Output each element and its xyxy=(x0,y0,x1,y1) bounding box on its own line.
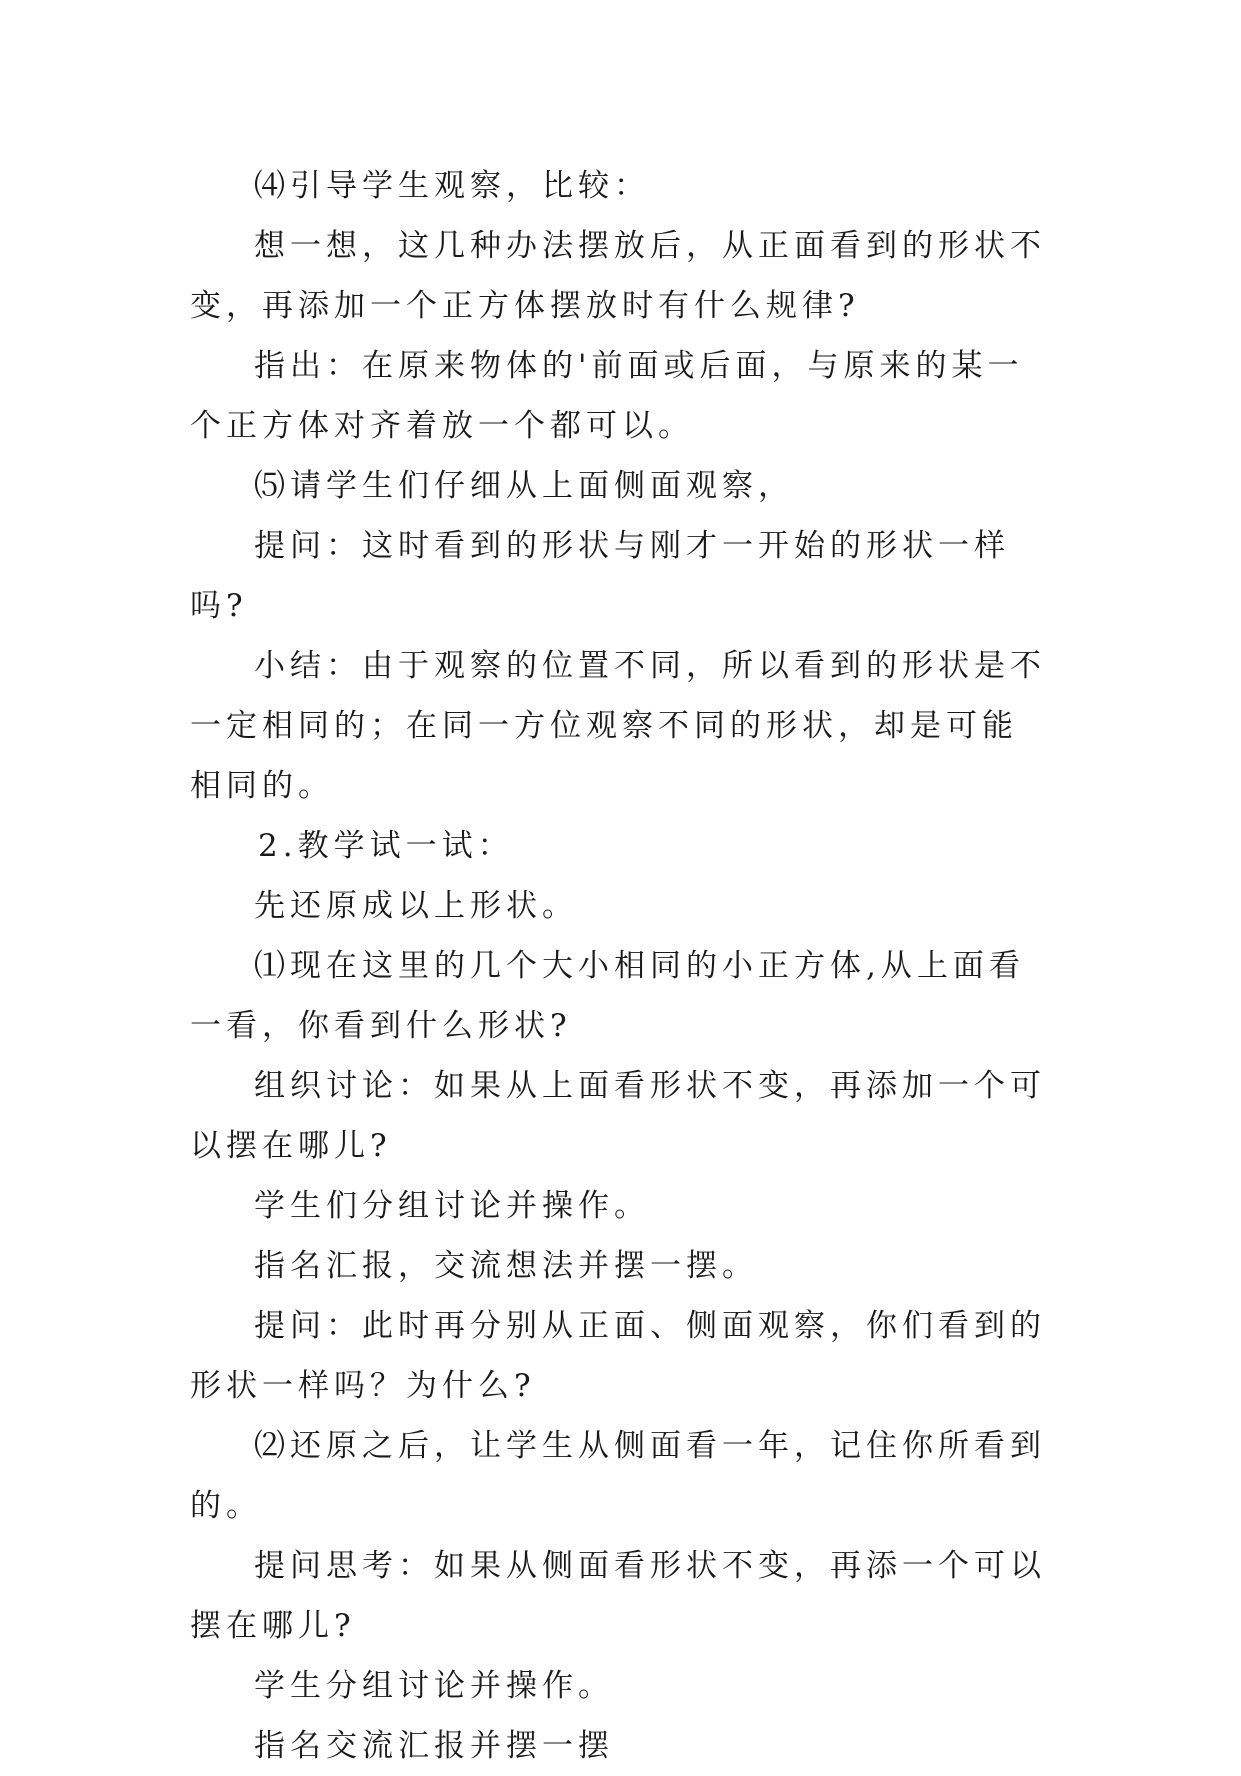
paragraph: ⑸请学生们仔细从上面侧面观察， xyxy=(254,468,794,504)
paragraph: 提问：此时再分别从正面、侧面观察，你们看到的形状一样吗？为什么? xyxy=(190,1308,1046,1404)
paragraph: 学生们分组讨论并操作。 xyxy=(254,1188,650,1224)
paragraph: ⑴现在这里的几个大小相同的小正方体,从上面看一看，你看到什么形状? xyxy=(190,948,1025,1044)
paragraph: 想一想，这几种办法摆放后，从正面看到的形状不变，再添加一个正方体摆放时有什么规律? xyxy=(190,228,1046,324)
section-heading: 2.教学试一试： xyxy=(258,828,514,864)
paragraph: 提问思考：如果从侧面看形状不变，再添一个可以摆在哪儿? xyxy=(190,1548,1046,1644)
paragraph: ⑵还原之后，让学生从侧面看一年，记住你所看到的。 xyxy=(190,1428,1046,1524)
paragraph: 组织讨论：如果从上面看形状不变，再添加一个可以摆在哪儿? xyxy=(190,1068,1046,1164)
paragraph: 学生分组讨论并操作。 xyxy=(254,1668,614,1704)
paragraph: 指名汇报，交流想法并摆一摆。 xyxy=(254,1248,758,1284)
paragraph: 小结：由于观察的位置不同，所以看到的形状是不一定相同的；在同一方位观察不同的形状，却是可能相同的。 xyxy=(190,648,1046,804)
paragraph: 先还原成以上形状。 xyxy=(254,888,578,924)
paragraph: ⑷引导学生观察，比较： xyxy=(254,168,650,204)
paragraph: 指名交流汇报并摆一摆 xyxy=(254,1728,614,1764)
paragraph: 指出：在原来物体的'前面或后面，与原来的某一个正方体对齐着放一个都可以。 xyxy=(190,348,1024,444)
document-body xyxy=(190,156,1050,1776)
paragraph: 提问：这时看到的形状与刚才一开始的形状一样吗? xyxy=(190,528,1010,624)
